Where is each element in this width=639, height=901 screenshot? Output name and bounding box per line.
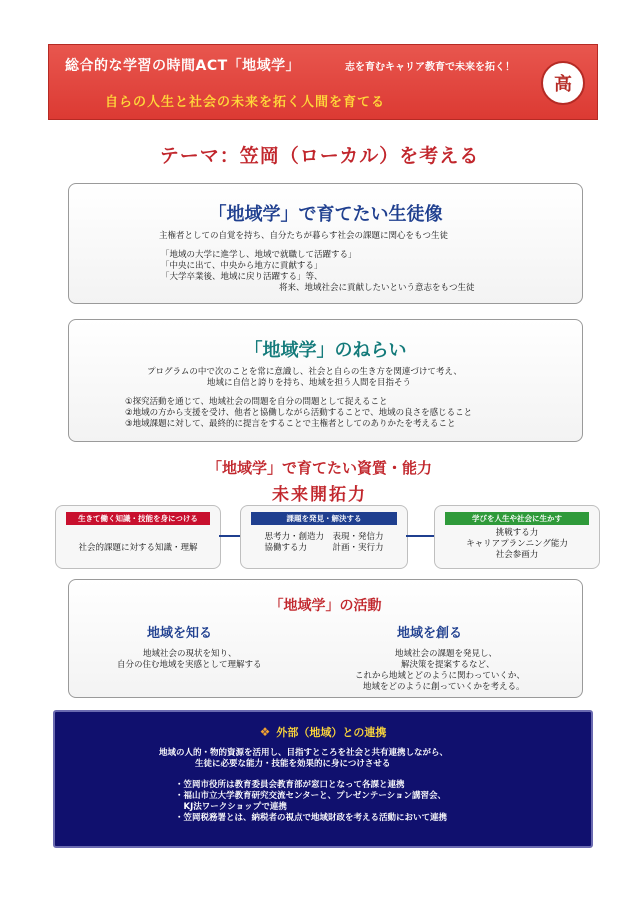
- create-line: 地域社会の課題を発見し、: [395, 649, 498, 659]
- handshake-icon: ❖: [259, 725, 271, 739]
- banner-subtitle: 志を育むキャリア教育で未来を拓く！: [345, 62, 515, 73]
- partnership-item: ・笠岡税務署とは、納税者の視点で地域財政を考える活動において連携: [175, 813, 448, 823]
- capabilities-subtitle: 未来開拓力: [272, 485, 367, 505]
- capability-box-solve: [240, 505, 408, 569]
- partnership-title: ❖ 外部（地域）との連携: [259, 725, 387, 739]
- aims-lead: 地域に自信と誇りを持ち、地域を担う人間を目指そう: [207, 378, 412, 388]
- connector-line: [406, 535, 434, 537]
- activities-title: 「地域学」の活動: [269, 598, 382, 614]
- partnership-box: [53, 710, 593, 848]
- capability-line: キャリアプランニング能力: [466, 539, 568, 549]
- capability-box-life: [434, 505, 600, 569]
- know-line: 自分の住む地域を実感として理解する: [117, 660, 262, 670]
- capability-head: 生きて働く知識・技能を身につける: [66, 512, 210, 525]
- activities-box: [68, 579, 583, 698]
- capability-head: 学びを人生や社会に生かす: [445, 512, 589, 525]
- create-line: 地域をどのように創っていくかを考える。: [363, 682, 525, 692]
- know-title: 地域を知る: [147, 626, 213, 641]
- aims-title: 「地域学」のねらい: [244, 340, 407, 361]
- banner-slogan: 自らの人生と社会の未来を拓く人間を育てる: [105, 95, 386, 110]
- student-image-line: 「中央に出て、中央から地方に貢献する」: [161, 261, 323, 271]
- create-line: これから地域とどのように関わっていくか、: [355, 671, 525, 681]
- know-line: 地域社会の現状を知り、: [143, 649, 237, 659]
- partnership-item: ・笠岡市役所は教育委員会教育部が窓口となって各課と連携: [175, 780, 405, 790]
- theme-heading: テーマ：笠岡（ローカル）を考える: [159, 145, 480, 167]
- student-image-title: 「地域学」で育てたい生徒像: [208, 204, 443, 225]
- student-image-line: 「地域の大学に進学し、地域で就職して活躍する」: [161, 250, 357, 260]
- capability-line: 挑戦する力: [495, 528, 539, 538]
- student-image-line: 「大学卒業後、地域に戻り活躍する」等、: [161, 272, 323, 282]
- aims-lead: プログラムの中で次のことを常に意識し、社会と自らの生き方を関連づけて考え、: [147, 367, 462, 377]
- partnership-lead: 生徒に必要な能力・技能を効果的に身につけさせる: [195, 759, 391, 769]
- capability-head: 課題を発見・解決する: [251, 512, 397, 525]
- connector-line: [219, 535, 240, 537]
- student-image-box: [68, 183, 583, 304]
- partnership-item: KJ法ワークショップで連携: [175, 802, 287, 812]
- aims-item: ②地域の方から支援を受け、他者と協働しながら活動することで、地域の良さを感じること: [125, 408, 473, 418]
- capability-box-knowledge: [55, 505, 221, 569]
- partnership-item: ・福山市立大学教育研究交流センターと、プレゼンテーション講習会、: [175, 791, 446, 801]
- student-image-lead: 主権者としての自覚を持ち、自分たちが暮らす社会の課題に関心をもつ生徒: [159, 231, 449, 241]
- aims-box: [68, 319, 583, 442]
- partnership-lead: 地域の人的・物的資源を活用し、目指すところを社会と共有連携しながら、: [159, 748, 449, 758]
- capability-line: 社会参画力: [495, 550, 539, 560]
- aims-item: ①探究活動を通じて、地域社会の問題を自分の問題として捉えること: [125, 397, 388, 407]
- school-seal-icon: 高: [541, 61, 585, 105]
- capabilities-title: 「地域学」で育てたい資質・能力: [206, 459, 432, 477]
- student-image-closing: 将来、地域社会に貢献したいという意志をもつ生徒: [279, 283, 475, 293]
- create-title: 地域を創る: [397, 626, 463, 641]
- aims-item: ③地域課題に対して、最終的に提言をすることで主権者としてのありかたを考えること: [125, 419, 456, 429]
- banner-title: 総合的な学習の時間ACT「地域学」: [65, 58, 301, 74]
- capability-line: 社会的課題に対する知識・理解: [78, 543, 198, 553]
- header-banner: [48, 44, 598, 120]
- create-line: 解決策を提案するなど、: [401, 660, 495, 670]
- capability-line: 思考力・創造力 表現・発信力: [264, 532, 384, 542]
- capability-line: 協働する力 計画・実行力: [264, 543, 384, 553]
